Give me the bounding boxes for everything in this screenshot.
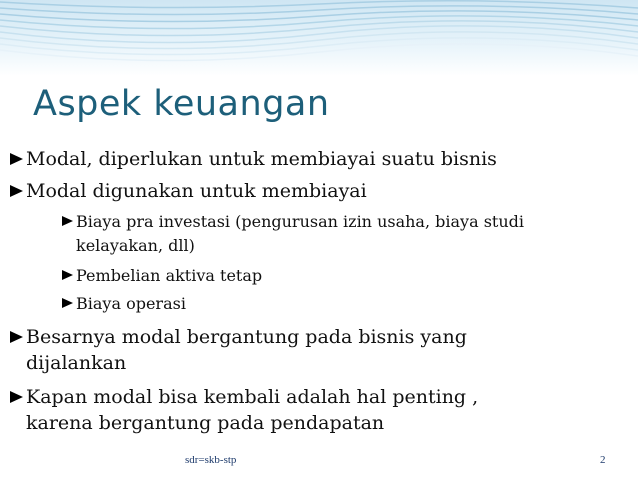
bullet-item: Modal digunakan untuk membiayai [10,180,367,202]
sub-bullet-item: Biaya pra investasi (pengurusan izin usaha, biaya studi [62,212,524,231]
sub-bullet-continuation: kelayakan, dll) [76,236,195,255]
sub-bullet-item: Pembelian aktiva tetap [62,266,262,285]
bullet-item: Kapan modal bisa kembali adalah hal penting , [10,386,478,408]
page-number: 2 [600,454,606,466]
sub-bullet-item: Biaya operasi [62,294,186,313]
bullet-arrow-icon [10,331,23,343]
bullet-item: Besarnya modal bergantung pada bisnis yang [10,326,467,348]
bullet-arrow-icon [10,391,23,403]
bullet-continuation: karena bergantung pada pendapatan [26,412,385,434]
slide-title: Aspek keuangan [33,84,330,124]
bullet-arrow-icon [62,270,73,280]
bullet-item: Modal, diperlukan untuk membiayai suatu bisnis [10,148,497,170]
bullet-continuation: dijalankan [26,352,127,374]
footer-source: sdr=skb-stp [185,454,237,466]
bullet-arrow-icon [62,298,73,308]
bullet-arrow-icon [62,216,73,226]
bullet-arrow-icon [10,153,23,165]
bullet-arrow-icon [10,185,23,197]
